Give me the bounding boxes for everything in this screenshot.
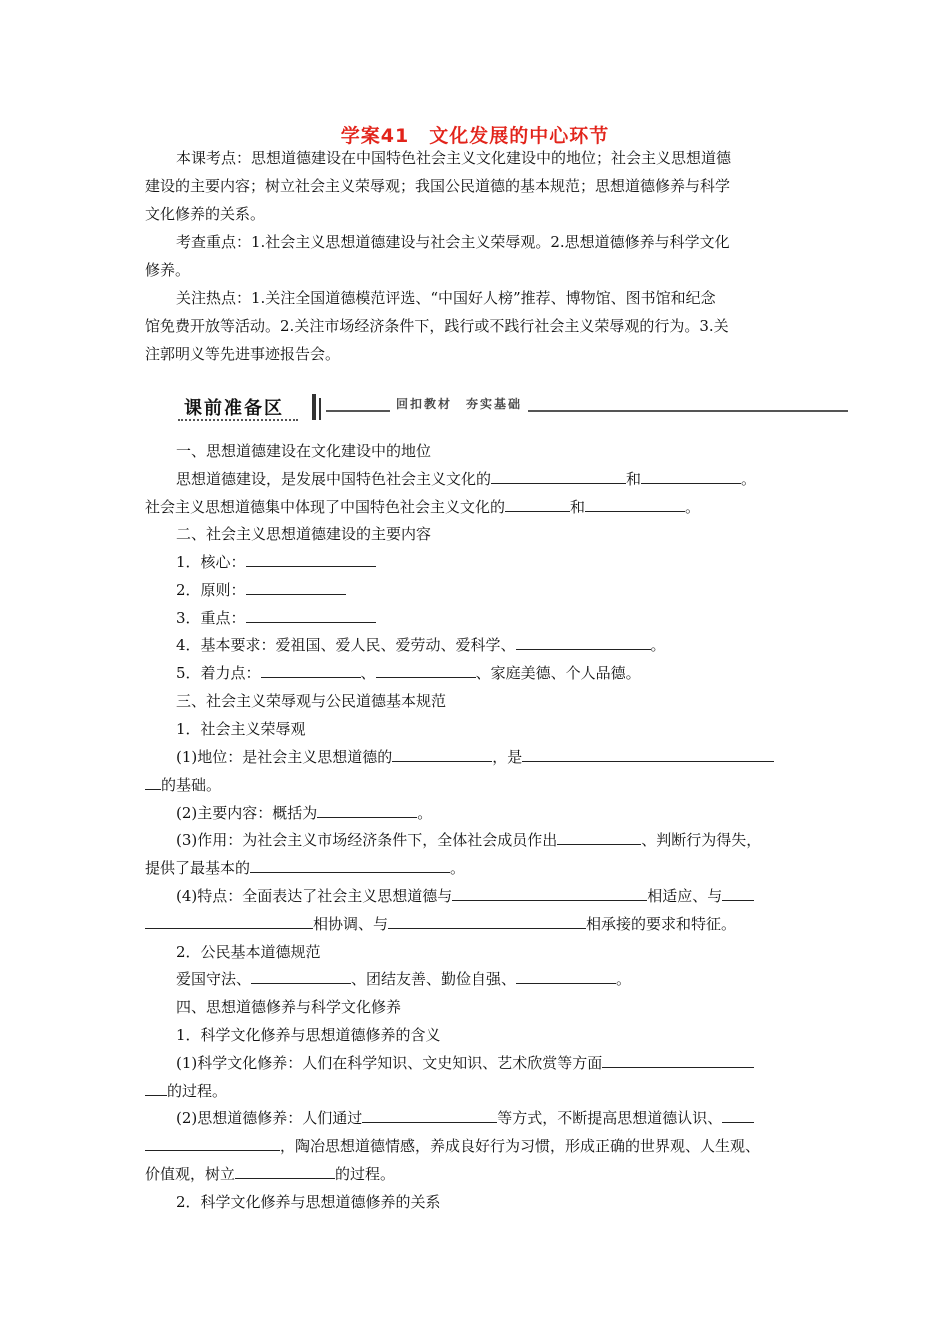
answer-blank[interactable] — [145, 775, 161, 790]
answer-blank[interactable] — [491, 469, 626, 484]
question-line — [176, 635, 666, 655]
answer-blank[interactable] — [261, 663, 361, 678]
question-line — [176, 1108, 754, 1128]
question-line — [145, 1081, 227, 1101]
banner-title: 课前准备区 — [184, 398, 284, 419]
answer-blank[interactable] — [251, 969, 351, 984]
page-title: 学案41 文化发展的中心环节 — [340, 125, 610, 147]
text: 社会主义思想道德集中体现了中国特色社会主义文化的 — [145, 498, 506, 516]
answer-blank[interactable] — [722, 886, 754, 901]
answer-blank[interactable] — [722, 1108, 754, 1123]
text: 相协调、与 — [313, 915, 389, 933]
intro-line: 文化修养的关系。 — [145, 205, 266, 223]
subsection-heading: 1．社会主义荣辱观 — [176, 720, 306, 738]
intro-line: 关注热点：1.关注全国道德模范评选、“中国好人榜”推荐、博物馆、图书馆和纪念 — [176, 289, 716, 307]
banner-subtitle: 回扣教材 夯实基础 — [390, 395, 528, 412]
text: 、判断行为得失， — [641, 831, 762, 849]
intro-line: 修养。 — [145, 261, 191, 279]
answer-blank[interactable] — [246, 580, 346, 595]
answer-blank[interactable] — [585, 497, 685, 512]
answer-blank[interactable] — [250, 858, 450, 873]
answer-blank[interactable] — [246, 552, 376, 567]
text: 和 — [626, 470, 642, 488]
text: 、 — [360, 664, 376, 682]
subsection-heading: 1．科学文化修养与思想道德修养的含义 — [176, 1026, 441, 1044]
text: (1)地位：是社会主义思想道德的 — [176, 748, 393, 766]
banner-divider — [312, 394, 316, 420]
text: 。 — [650, 636, 666, 654]
text: 、家庭美德、个人品德。 — [475, 664, 641, 682]
question-line — [176, 1053, 754, 1073]
text: (1)科学文化修养：人们在科学知识、文史知识、艺术欣赏等方面 — [176, 1054, 603, 1072]
text: (2)主要内容：概括为 — [176, 804, 318, 822]
answer-blank[interactable] — [388, 914, 586, 929]
text: 的过程。 — [335, 1165, 396, 1183]
banner-dotted-underline — [178, 419, 298, 421]
text: 爱国守法、 — [176, 970, 252, 988]
text: (4)特点：全面表达了社会主义思想道德与 — [176, 887, 453, 905]
text: 相承接的要求和特征。 — [586, 915, 737, 933]
section-heading: 一、思想道德建设在文化建设中的地位 — [176, 442, 432, 460]
section-banner — [176, 392, 848, 426]
text: 思想道德建设，是发展中国特色社会主义文化的 — [176, 470, 492, 488]
text: 。 — [417, 804, 433, 822]
answer-blank[interactable] — [557, 830, 641, 845]
text: (3)作用：为社会主义市场经济条件下，全体社会成员作出 — [176, 831, 558, 849]
answer-blank[interactable] — [602, 1053, 754, 1068]
answer-blank[interactable] — [522, 747, 774, 762]
intro-line: 馆免费开放等活动。2.关注市场经济条件下，践行或不践行社会主义荣辱观的行为。3.关 — [145, 317, 729, 335]
question-line — [176, 552, 376, 572]
section-heading: 四、思想道德修养与科学文化修养 — [176, 998, 402, 1016]
question-line — [176, 663, 641, 683]
answer-blank[interactable] — [452, 886, 647, 901]
question-line — [145, 497, 700, 517]
question-line — [145, 914, 736, 934]
question-line — [145, 1164, 395, 1184]
text: 。 — [450, 859, 466, 877]
answer-blank[interactable] — [317, 803, 417, 818]
intro-line: 注郭明义等先进事迹报告会。 — [145, 345, 341, 363]
question-line — [176, 469, 756, 489]
text: 提供了最基本的 — [145, 859, 251, 877]
text: 2．原则： — [176, 581, 246, 599]
banner-divider — [319, 398, 321, 420]
text: ，陶冶思想道德情感，养成良好行为习惯，形成正确的世界观、人生观、 — [280, 1137, 761, 1155]
text: 5．着力点： — [176, 664, 261, 682]
text: ，是 — [492, 748, 523, 766]
question-line — [176, 803, 432, 823]
subsection-heading: 2．公民基本道德规范 — [176, 943, 321, 961]
text: 等方式，不断提高思想道德认识、 — [497, 1109, 723, 1127]
text: (2)思想道德修养：人们通过 — [176, 1109, 363, 1127]
question-line — [176, 747, 774, 767]
answer-blank[interactable] — [641, 469, 741, 484]
answer-blank[interactable] — [376, 663, 476, 678]
text: 的过程。 — [167, 1082, 228, 1100]
text: 3．重点： — [176, 609, 246, 627]
answer-blank[interactable] — [145, 1081, 167, 1096]
answer-blank[interactable] — [235, 1164, 335, 1179]
text: 。 — [741, 470, 757, 488]
text: 、团结友善、勤俭自强、 — [351, 970, 517, 988]
answer-blank[interactable] — [145, 914, 313, 929]
answer-blank[interactable] — [505, 497, 570, 512]
question-line — [145, 858, 465, 878]
answer-blank[interactable] — [516, 635, 651, 650]
intro-line: 建设的主要内容；树立社会主义荣辱观；我国公民道德的基本规范；思想道德修养与科学 — [145, 177, 731, 195]
text: 的基础。 — [161, 776, 222, 794]
question-line — [176, 969, 631, 989]
text: 。 — [685, 498, 701, 516]
section-heading: 三、社会主义荣辱观与公民道德基本规范 — [176, 692, 447, 710]
answer-blank[interactable] — [246, 608, 376, 623]
question-line — [176, 830, 761, 850]
question-line — [176, 580, 346, 600]
text: 价值观，树立 — [145, 1165, 236, 1183]
section-heading: 二、社会主义思想道德建设的主要内容 — [176, 525, 432, 543]
question-line — [145, 775, 221, 795]
answer-blank[interactable] — [145, 1136, 280, 1151]
text: 1．核心： — [176, 553, 246, 571]
text: 和 — [570, 498, 586, 516]
text: 4．基本要求：爱祖国、爱人民、爱劳动、爱科学、 — [176, 636, 516, 654]
question-line — [176, 886, 754, 906]
text: 。 — [616, 970, 632, 988]
text: 相适应、与 — [647, 887, 723, 905]
question-line — [145, 1136, 760, 1156]
subsection-heading: 2．科学文化修养与思想道德修养的关系 — [176, 1193, 441, 1211]
answer-blank[interactable] — [362, 1108, 497, 1123]
intro-line: 考查重点：1.社会主义思想道德建设与社会主义荣辱观。2.思想道德修养与科学文化 — [176, 233, 730, 251]
answer-blank[interactable] — [392, 747, 492, 762]
question-line — [176, 608, 376, 628]
intro-line: 本课考点：思想道德建设在中国特色社会主义文化建设中的地位；社会主义思想道德 — [176, 149, 732, 167]
answer-blank[interactable] — [516, 969, 616, 984]
